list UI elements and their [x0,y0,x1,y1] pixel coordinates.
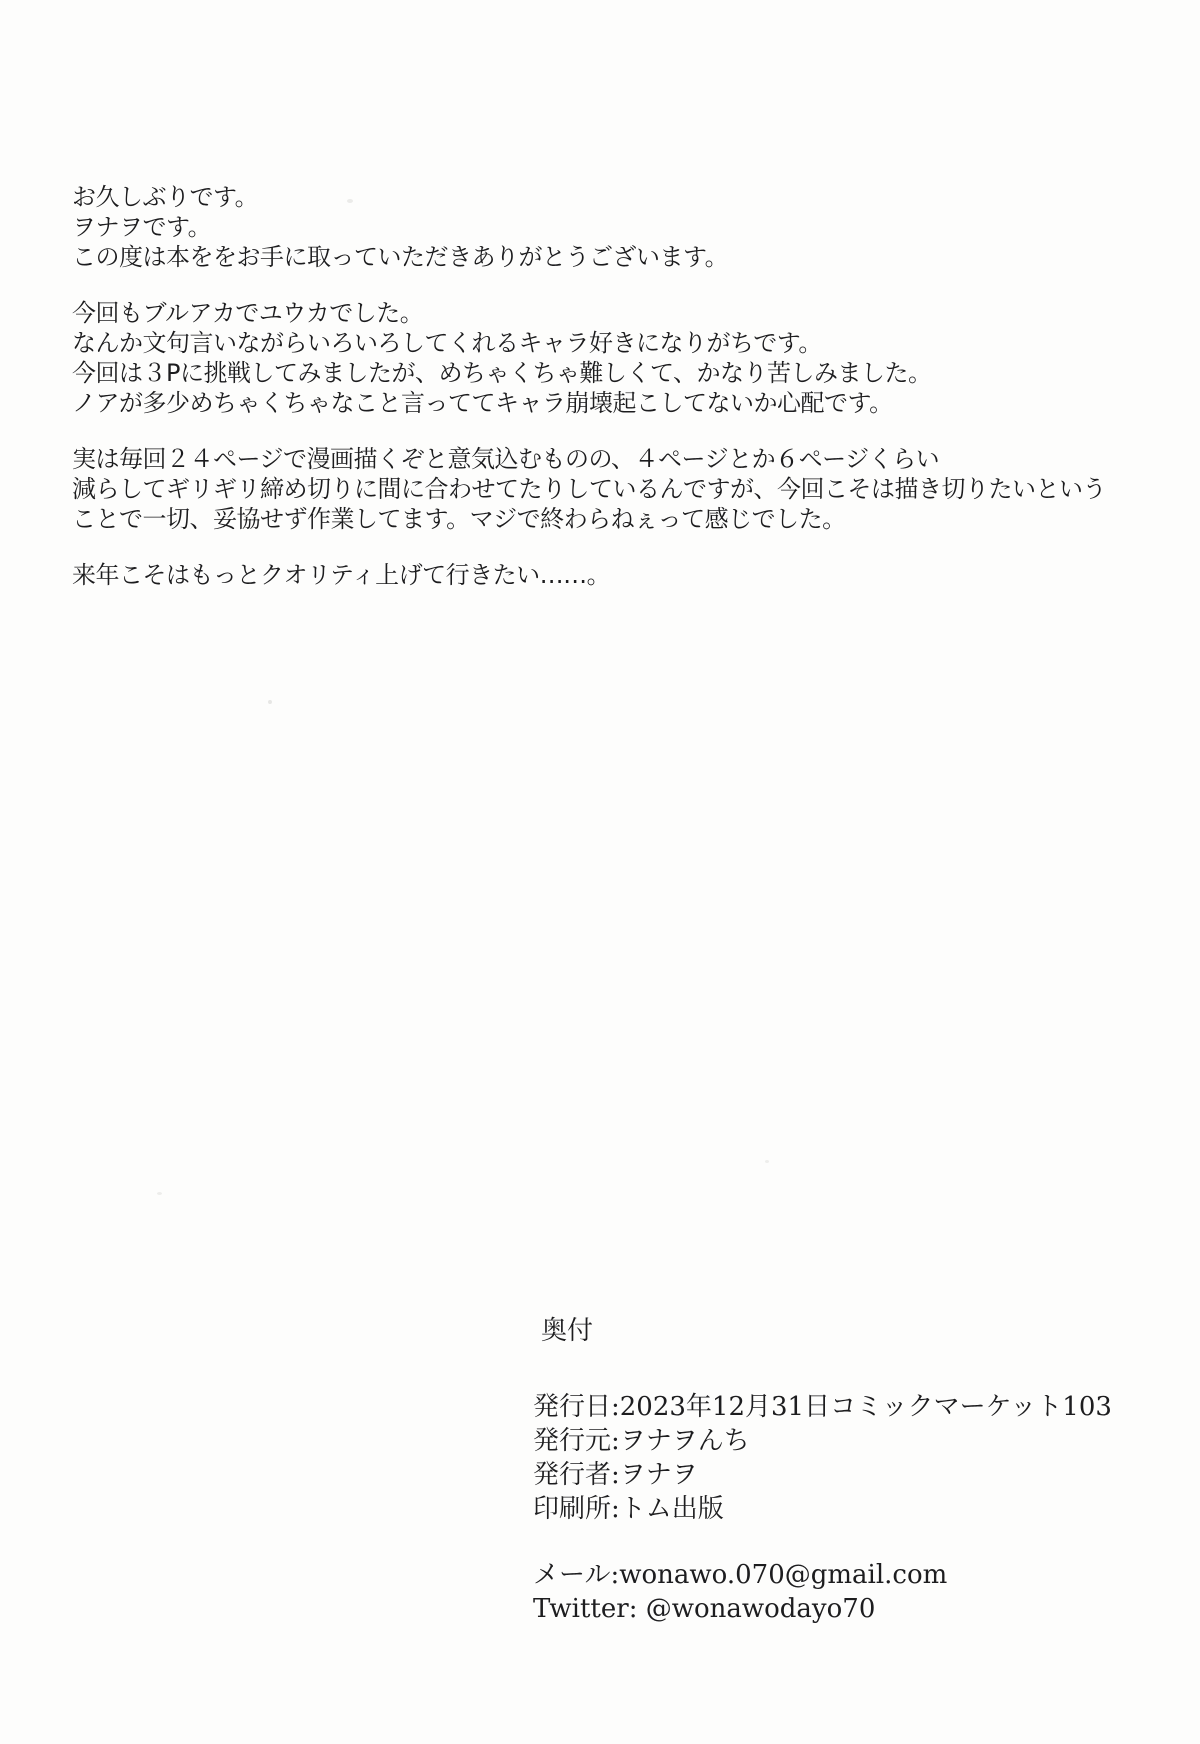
colophon-block [533,1318,1112,1626]
colophon-publish-date: 発行日:2023年12月31日コミックマーケット103 [533,1392,1112,1422]
afterword-text-block [72,182,1152,616]
text-line: 減らしてギリギリ締め切りに間に合わせてたりしているんですが、今回こそは描き切りたいという [72,475,1106,503]
text-line: ヲナヲです。 [72,213,212,241]
afterword-paragraph-deadline [72,444,1152,534]
text-line: 実は毎回２４ページで漫画描くぞと意気込むものの、４ページとか６ページくらい [72,445,940,473]
scan-speck [347,199,353,203]
colophon-printer: 印刷所:トム出版 [533,1494,724,1524]
text-line: なんか文句言いながらいろいろしてくれるキャラ好きになりがちです。 [72,329,822,357]
text-line: 今回もブルアカでユウカでした。 [72,299,424,327]
text-line: お久しぶりです。 [72,183,259,211]
scan-speck [765,1160,769,1163]
colophon-heading: 奥付 [541,1316,594,1346]
colophon-author: 発行者:ヲナヲ [533,1460,698,1490]
contact-twitter: Twitter: @wonawodayo70 [533,1594,876,1624]
scan-speck [268,700,272,704]
afterword-paragraph-greeting [72,182,1152,272]
colophon-entries [533,1390,1112,1526]
text-line: ノアが多少めちゃくちゃなこと言っててキャラ崩壊起こしてないか心配です。 [72,389,893,417]
text-line: ことで一切、妥協せず作業してます。マジで終わらねぇって感じでした。 [72,505,846,533]
afterword-paragraph-about-work [72,298,1152,418]
text-line: 今回は３Pに挑戦してみましたが、めちゃくちゃ難しくて、かなり苦しみました。 [72,359,932,387]
colophon-contacts [533,1558,1112,1626]
text-line: この度は本ををお手に取っていただきありがとうございます。 [72,243,729,271]
contact-email: メール:wonawo.070@gmail.com [533,1560,948,1590]
scan-speck [157,1192,162,1195]
text-line: 来年こそはもっとクオリティ上げて行きたい……。 [72,561,611,589]
afterword-paragraph-closing [72,560,1152,590]
colophon-publisher-circle: 発行元:ヲナヲんち [533,1426,750,1456]
